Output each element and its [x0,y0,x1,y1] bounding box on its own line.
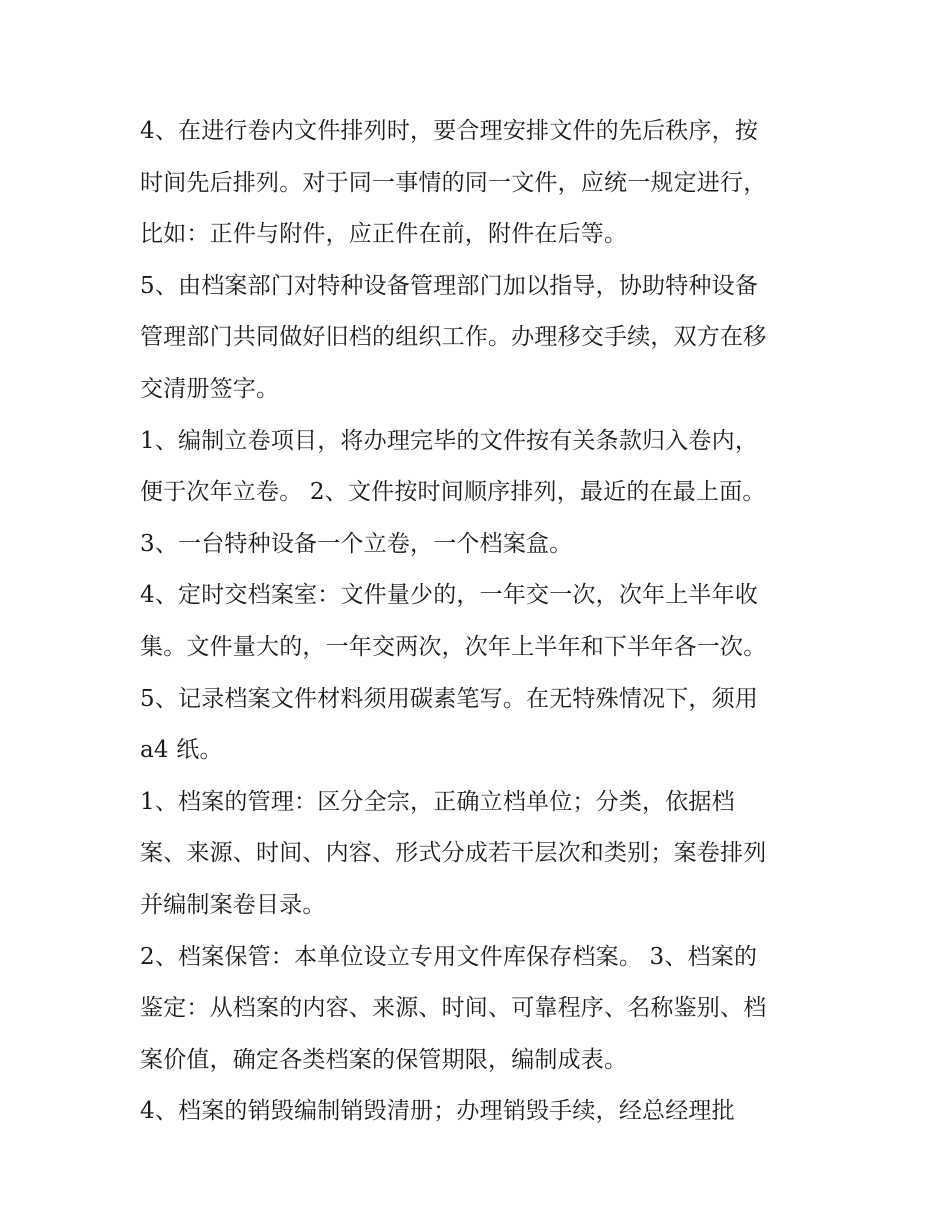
text-line: 2、档案保管：本单位设立专用文件库保存档案。 3、档案的 [140,943,758,970]
text-line: 5、由档案部门对特种设备管理部门加以指导，协助特种设备 [140,272,759,299]
text-line: 交清册签字。 [140,375,280,402]
text-line: 比如：正件与附件，应正件在前，附件在后等。 [140,221,628,248]
document-body [140,106,820,1138]
text-line: 案、来源、时间、内容、形式分成若干层次和类别；案卷排列 [140,840,767,867]
text-line: 鉴定：从档案的内容、来源、时间、可靠程序、名称鉴别、档 [140,995,767,1022]
text-line: 便于次年立卷。 2、文件按时间顺序排列，最近的在最上面。 [140,479,766,506]
text-line: 4、档案的销毁编制销毁清册；办理销毁手续，经总经理批 [140,1098,735,1125]
text-line: 5、记录档案文件材料须用碳素笔写。在无特殊情况下，须用 [140,685,759,712]
text-line: 时间先后排列。对于同一事情的同一文件，应统一规定进行， [140,169,767,196]
text-line: 管理部门共同做好旧档的组织工作。办理移交手续，双方在移 [140,324,767,351]
text-line: 3、一台特种设备一个立卷，一个档案盒。 [140,530,573,557]
text-line: 集。文件量大的，一年交两次，次年上半年和下半年各一次。 [140,633,767,660]
text-line: 案价值，确定各类档案的保管期限，编制成表。 [140,1046,628,1073]
text-line: 4、在进行卷内文件排列时，要合理安排文件的先后秩序，按 [140,118,759,144]
text-line: 并编制案卷目录。 [140,891,326,918]
text-line: 4、定时交档案室：文件量少的，一年交一次，次年上半年收 [140,582,759,609]
text-line: 1、档案的管理：区分全宗，正确立档单位；分类，依据档 [140,788,735,815]
text-line: a4 纸。 [140,737,223,764]
text-line: 1、编制立卷项目，将办理完毕的文件按有关条款归入卷内， [140,427,759,454]
